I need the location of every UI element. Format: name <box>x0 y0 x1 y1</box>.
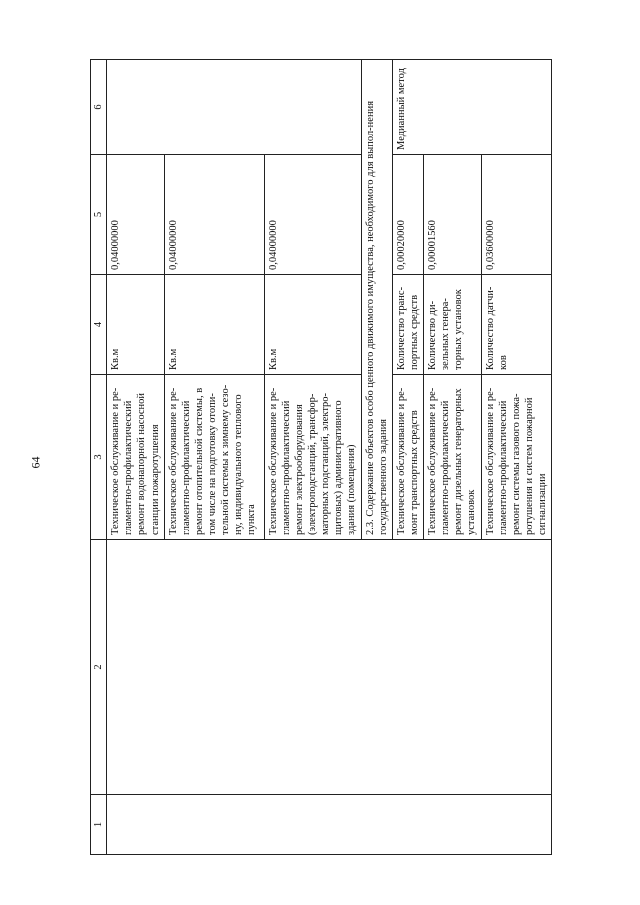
method-cell <box>107 60 361 155</box>
header-cell: 1 <box>91 795 107 855</box>
header-cell: 4 <box>91 275 107 375</box>
header-row <box>91 60 107 855</box>
col1-cell <box>107 795 552 855</box>
method-cell: Медианный метод <box>392 60 551 155</box>
work-name-cell: Техническое обслуживание и ре-монт транспортных средств <box>392 375 423 540</box>
work-name-cell: Техническое обслуживание и ре-гламентно-профилактический ремонт водонапорной насосной станции пожаротушения <box>107 375 165 540</box>
header-cell: 3 <box>91 375 107 540</box>
unit-cell: Кв.м <box>107 275 165 375</box>
value-cell: 0,00020000 <box>392 155 423 275</box>
rotated-table-wrapper <box>90 60 548 855</box>
value-cell: 0,00001560 <box>424 155 482 275</box>
unit-cell: Количество датчи-ков <box>481 275 552 375</box>
table-row <box>107 60 165 855</box>
unit-cell: Кв.м <box>264 275 361 375</box>
work-name-cell: Техническое обслуживание и ре-гламентно-профилактический ремонт дизельных генераторных установок <box>424 375 482 540</box>
unit-cell: Количество транс-портных средств <box>392 275 423 375</box>
unit-cell: Количество ди-зельных генера-торных установок <box>424 275 482 375</box>
header-cell: 2 <box>91 540 107 795</box>
header-cell: 6 <box>91 60 107 155</box>
value-cell: 0,04000000 <box>164 155 264 275</box>
section-heading: 2.3. Содержание объектов особо ценного движимого имущества, необходимого для выпол-нения государственного задания <box>361 60 392 540</box>
work-name-cell: Техническое обслуживание и ре-гламентно-профилактический ремонт системы газового пожа-ротушения и систем пожарной сигнализации <box>481 375 552 540</box>
header-cell: 5 <box>91 155 107 275</box>
col2-cell <box>107 540 552 795</box>
value-cell: 0,03600000 <box>481 155 552 275</box>
value-cell: 0,04000000 <box>107 155 165 275</box>
page-number: 64 <box>28 456 43 469</box>
unit-cell: Кв.м <box>164 275 264 375</box>
work-name-cell: Техническое обслуживание и ре-гламентно-профилактический ремонт отопительной системы, в том числе на подготовку отопи-тельной системы к зимнему сезо-ну, индивидуального теплового пункта <box>164 375 264 540</box>
value-cell: 0,04000000 <box>264 155 361 275</box>
norms-table <box>90 59 552 855</box>
work-name-cell: Техническое обслуживание и ре-гламентно-профилактический ремонт электрооборудования (электроподстанций, трансфор-маторных подстанций, электро-щитовых) административного здания (помещения) <box>264 375 361 540</box>
